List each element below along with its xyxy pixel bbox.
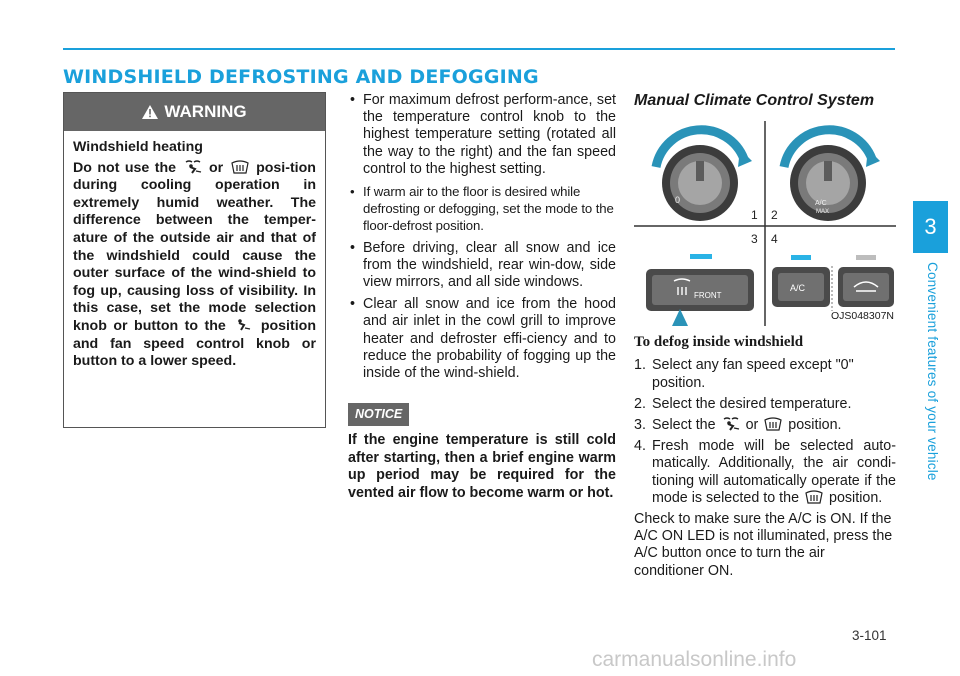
defrost-icon bbox=[803, 490, 825, 504]
section-title: WINDSHIELD DEFROSTING AND DEFOGGING bbox=[63, 66, 539, 88]
fan-speed-knob bbox=[656, 130, 752, 221]
recirculation-button bbox=[838, 255, 894, 307]
notice-badge: NOTICE bbox=[348, 403, 409, 426]
floor-mode-icon bbox=[232, 318, 254, 332]
list-item: 3. Select the or position. bbox=[634, 417, 842, 434]
svg-text:MAX: MAX bbox=[816, 209, 830, 216]
svg-text:FRONT: FRONT bbox=[694, 291, 722, 301]
chapter-tab: 3 bbox=[913, 201, 948, 253]
warning-heading: Windshield heating bbox=[73, 139, 203, 155]
manual-climate-title: Manual Climate Control System bbox=[634, 92, 875, 109]
ac-button bbox=[772, 255, 830, 307]
watermark: carmanualsonline.info bbox=[592, 648, 797, 671]
chapter-label: Convenient features of your vehicle bbox=[925, 262, 940, 481]
climate-control-figure bbox=[634, 121, 896, 326]
list-item: 1. Select any fan speed except "0" position. bbox=[634, 357, 854, 391]
floor-defrost-icon bbox=[720, 417, 742, 431]
front-defrost-button bbox=[646, 254, 754, 326]
defrost-icon bbox=[229, 160, 251, 174]
list-item: • Before driving, clear all snow and ice from the windshield, rear win-dow, side view mirrors, and all side windows. bbox=[348, 240, 616, 292]
warning-body bbox=[64, 131, 325, 382]
warning-header bbox=[64, 93, 325, 131]
svg-text:A/C: A/C bbox=[815, 200, 827, 208]
quadrant-label: 4 bbox=[771, 232, 778, 247]
subheading: To defog inside windshield bbox=[634, 334, 804, 351]
temperature-knob bbox=[784, 130, 880, 221]
warning-label: WARNING bbox=[164, 102, 247, 121]
right-column bbox=[634, 92, 896, 580]
page-number: 3-101 bbox=[852, 628, 887, 643]
list-item: • If warm air to the floor is desired while defrosting or defogging, set the mode to the floor-defrost position. bbox=[348, 183, 616, 235]
list-item: • For maximum defrost perform-ance, set the temperature control knob to the highest temperature setting (rotated all the way to the right) and the fan speed control to the highest setting. bbox=[348, 92, 616, 178]
figure-caption: OJS048307N bbox=[830, 310, 894, 322]
warning-paragraph: Do not use the or posi-tion during cooling operation in extremely humid weather. The difference between the temper-ature of the outside air and that of the windshield could cause the outer surface of the wind-shield to fog up, causing loss of visibility. In this case, set the mode selection knob or button to the position and fan speed control knob or button to a lower speed. bbox=[73, 159, 316, 370]
warning-box bbox=[63, 92, 326, 428]
notice-text: If the engine temperature is still cold after starting, then a brief engine warm up period may be required for the vented air flow to become warm or hot. bbox=[348, 432, 616, 501]
closing-paragraph: Check to make sure the A/C is ON. If the A/C ON LED is not illuminated, press the A/C button once to turn the air conditioner ON. bbox=[634, 511, 893, 579]
middle-column bbox=[348, 92, 616, 502]
top-rule bbox=[63, 48, 895, 50]
svg-text:0: 0 bbox=[675, 195, 681, 206]
list-item: 4. Fresh mode will be selected auto-matically. Additionally, the air condi-tioning will automatically operate if the mode is selected to the position. bbox=[634, 438, 896, 506]
list-item: • Clear all snow and ice from the hood and air inlet in the cowl grill to improve heater and defroster effi-ciency and to reduce the probability of fogging up the inside of the wind-shield. bbox=[348, 296, 616, 382]
warning-triangle-icon bbox=[142, 105, 158, 119]
defrost-icon bbox=[762, 417, 784, 431]
floor-defrost-icon bbox=[182, 160, 204, 174]
quadrant-label: 3 bbox=[751, 232, 758, 247]
list-item: 2. Select the desired temperature. bbox=[634, 395, 852, 412]
climate-control-illustration bbox=[634, 121, 896, 326]
quadrant-label: 1 bbox=[751, 208, 758, 223]
svg-text:A/C: A/C bbox=[790, 283, 806, 294]
quadrant-label: 2 bbox=[771, 208, 778, 223]
